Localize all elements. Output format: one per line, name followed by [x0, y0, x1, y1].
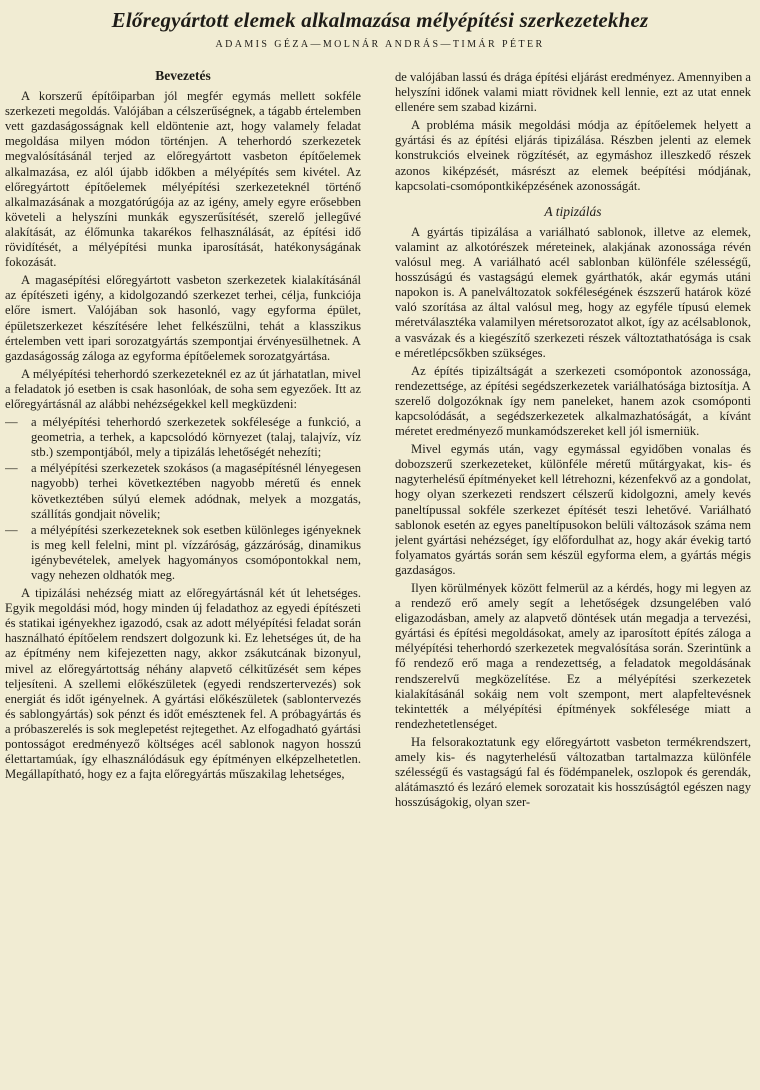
left-column	[5, 66, 361, 1086]
paragraph: A gyártás tipizálása a variálható sablonok, illetve az elemek, valamint az alkotórészek méreteinek, alakjának azonossága révén valósul meg. A variálható acél sablonban különféle szélességű, hosszúságú és vastagságú elemek gyárthatók, akár egymás utáni napokon is. A panelváltozatok sokféleségének észszerű határok közé való szorítása az által valósul meg, hogy az egyféle típusú elemek méretválasztéka valamilyen méretsorozatot alkot, így az acélsablonok, a vasvázak és a kiegészítő szerkezeti részek változtathatósága is csak e méretlépcsőkben szükséges.	[395, 224, 751, 360]
list-item	[5, 523, 361, 583]
article-title: Előregyártott elemek alkalmazása mélyépítési szerkezetekhez	[111, 8, 649, 32]
section-heading-typification: A tipizálás	[544, 203, 602, 219]
paragraph: Mivel egymás után, vagy egymással egyidőben vonalas és dobozszerű szerkezeteket, különféle méretű műtárgyakat, kis- és nagyterhelésű építményeket kell létrehozni, kézenfekvő az a gondolat, hogy olyan szerkezeti rendszert célszerű kidolgozni, amely kevés paneltípussal sokféle szerkezet építését teszi lehetővé. Variálható sablonok esetén az egyes paneltípusokon belüli változások száma nem jelent gyártási nehézséget, így előfordulhat az, hogy akár évekig tartó folyamatos gyártás során sem készül egyforma elem, a gyártás mégis gazdaságos.	[395, 442, 751, 577]
paragraph: Ha felsorakoztatunk egy előregyártott vasbeton termékrendszert, amely kis- és nagyterhelésű változatban tartalmazza különféle szélességű és vastagságú fal és födémpanelek, oszlopok és gerendák, alátámasztó és lezáró elemek sorozatait kis hosszúságtól egészen nagy hosszúságokig, olyan szer-	[395, 734, 751, 810]
paragraph: A probléma másik megoldási módja az építőelemek helyett a gyártási és az építési eljárás tipizálása. Részben jelenti az elemek konstrukciós elveinek rögzítését, az egymáshoz illeszkedő részek azonos kiképzését, másrészt az elemek beépítési módjának, kapcsolati-csomópontkiképzésének azonosságát.	[395, 118, 751, 193]
list-dash: —	[5, 461, 18, 476]
article-authors: ADAMIS GÉZA—MOLNÁR ANDRÁS—TIMÁR PÉTER	[215, 39, 545, 50]
section-heading-introduction: Bevezetés	[155, 68, 211, 83]
paragraph-continued: de valójában lassú és drága építési eljárást eredményez. Amennyiben a helyszíni időnek valami miatt rövidnek kell lennie, ezt az utat ennek ellenére sem szabad kizárni.	[395, 70, 751, 115]
paragraph: A mélyépítési teherhordó szerkezeteknél ez az út járhatatlan, mivel a feladatok jó esetben is csak hasonlóak, de soha sem egyezőek. Itt az előregyártásnál az alábbi nehézségekkel kell megküzdeni:	[5, 366, 361, 411]
paragraph: Ilyen körülmények között felmerül az a kérdés, hogy mi legyen az a rendező erő amely segít a lehetőségek dzsungelében való eligazodásban, amely az alapvető döntések után megadja a tervezési, gyártási és építési megoldásokat, amely az iparosított építés záloga a mélyépítési teherhordó szerkezetek megvalósítása során. Szerintünk a fő rendező erő maga a rendezettség, a feladatok megoldásának rendszerelvű megközelítése. Ez a mélyépítési szerkezetek kialakításánál sokáig nem volt szempont, mert alapfeltevésnek tekintették a mélyépítési építmények sokfélesége miatt a rendezhetetlenséget.	[395, 581, 751, 731]
paragraph: A korszerű építőiparban jól megfér egymás mellett sokféle szerkezeti megoldás. Valójában a célszerűségnek, a tágabb értelemben vett gazdaságosságnak kell eldöntenie azt, hogy valamely feladat megoldása milyen módon történjen. A teherhordó szerkezetek megvalósításánál terjed az előregyártott vasbeton építőelemek alkalmazása, ez alól újabb időkben a mélyépítés sem kivétel. Az előregyártott építőelemek mélyépítési szerkezeteknél történő alkalmazásának a mozgatórúgója az az igény, amely egyre erősebben követeli a helyszíni munkák egyszerűsítését, szerelő jellegűvé alakítását, az élőmunka takarékos felhasználását, az építési idő rövidítését, a mélyépítési munka iparosítását, hatékonyságának fokozását.	[5, 89, 361, 270]
difficulty-list	[5, 415, 361, 583]
list-item	[5, 415, 361, 460]
list-dash: —	[5, 415, 18, 430]
list-item-text: a mélyépítési teherhordó szerkezetek sokfélesége a funkció, a geometria, a terhek, a kapcsolódó környezet (talaj, talajvíz, víz stb.) szempontjából, mely a tipizálás lehetőségét nehezíti;	[31, 415, 361, 460]
paragraph: Az építés tipizáltságát a szerkezeti csomópontok azonossága, rendezettsége, az építési segédszerkezetek variálhatósága biztosítja. A szerelő dolgozóknak így nem paneleket, hanem azok csomóponti kapcsolódását, a segédszerkezetek alkalmazhatóságát, a kívánt méretet eredményező munkamódszereket kell jól ismerniük.	[395, 363, 751, 439]
list-item-text: a mélyépítési szerkezetek szokásos (a magasépítésnél lényegesen nagyobb) terhei következtében nagyobb méretű és ennek következtében súlyú elemek adódnak, melyek a mozgatás, szállítás gondjait növelik;	[31, 461, 361, 521]
list-item	[5, 461, 361, 521]
paragraph: A tipizálási nehézség miatt az előregyártásnál két út lehetséges. Egyik megoldási mód, hogy minden új feladathoz az egyedi építészeti és statikai igényekhez igazodó, csak az adott mélyépítési feladat során használható építőelem rendszert dolgozunk ki. Ez lehetséges út, de ha az építmény nem kifejezetten nagy, akkor zsákutcának bizonyul, mivel az előregyártottság néhány alapvető célkitűzését sem képes teljesíteni. A szellemi előkészületek (egyedi rendszertervezés) sok energiát és időt igényelnek. A gyártási előkészületek (sablontervezés és sablongyártás) sok pénzt és időt emésztenek fel. A próbagyártás és a próbaszerelés is sok meglepetést rejtegethet. Az elfogadható gyártási pontosságot eredményező költséges acél sablonok nagyon hosszú élettartamúak, így elhasználódásuk egy építményen elképzelhetetlen. Megállapítható, hogy ez a fajta előregyártás műszakilag lehetséges,	[5, 586, 361, 782]
paragraph: A magasépítési előregyártott vasbeton szerkezetek kialakításánál az építészeti igény, a kidolgozandó szerkezet terhei, célja, funkciója előre ismert. Valójában sok hasonló, vagy egyforma épület, épületszerkezet készítésére lehet felkészülni, tehát a klasszikus értelemben vett ipari sorozatgyártás szempontjai érvényesülhetnek. A gazdaságosság záloga az egyforma építőelemek sorozatgyártása.	[5, 273, 361, 363]
list-dash: —	[5, 522, 18, 537]
right-column	[395, 70, 751, 1090]
list-item-text: a mélyépítési szerkezeteknek sok esetben különleges igényeknek is meg kell felelni, mint pl. vízzáróság, gázzáróság, dinamikus igénybevételek, amelyek hagyományos csomópontokkal nem, vagy nehezen oldhatók meg.	[31, 522, 361, 582]
